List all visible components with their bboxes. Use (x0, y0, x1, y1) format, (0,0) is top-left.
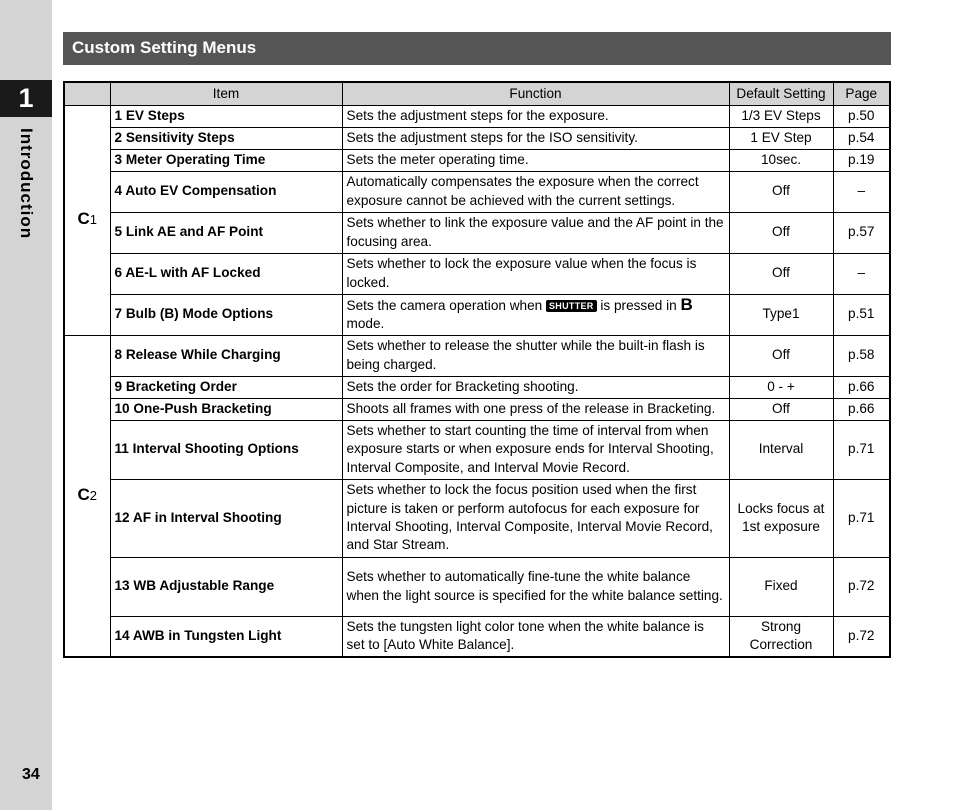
default-setting: Locks focus at 1st exposure (729, 479, 833, 557)
page-reference[interactable]: p.72 (833, 616, 890, 657)
table-row (64, 127, 890, 149)
table-row (64, 398, 890, 420)
function-description: Sets whether to link the exposure value and the AF point in the focusing area. (342, 212, 729, 253)
table-row (64, 294, 890, 335)
item-name: 1 EV Steps (110, 105, 342, 127)
item-name: 6 AE-L with AF Locked (110, 253, 342, 294)
default-setting: Off (729, 398, 833, 420)
function-description: Sets whether to release the shutter while the built-in flash is being charged. (342, 335, 729, 376)
function-description: Sets whether to start counting the time of interval from when exposure starts or when exposure ends for Interval Shooting, Interval Composite, and Interval Movie Record. (342, 420, 729, 479)
page-reference[interactable]: p.19 (833, 149, 890, 171)
table-row (64, 335, 890, 376)
item-name: 9 Bracketing Order (110, 376, 342, 398)
table-row (64, 376, 890, 398)
function-description (342, 294, 729, 335)
page-reference[interactable]: p.51 (833, 294, 890, 335)
default-setting: Off (729, 171, 833, 212)
table-row (64, 171, 890, 212)
custom-menu-number: 2 (89, 488, 97, 504)
default-setting: 0 - + (729, 376, 833, 398)
custom-menu-c1-label (64, 105, 110, 335)
table-row (64, 149, 890, 171)
function-description: Sets the meter operating time. (342, 149, 729, 171)
item-name: 10 One-Push Bracketing (110, 398, 342, 420)
custom-menu-number: 1 (89, 212, 97, 228)
chapter-label: Introduction (17, 128, 36, 240)
default-setting: 1 EV Step (729, 127, 833, 149)
item-name: 2 Sensitivity Steps (110, 127, 342, 149)
shutter-button-icon: SHUTTER (546, 300, 597, 312)
default-setting: Fixed (729, 557, 833, 616)
custom-settings-table (63, 81, 891, 658)
function-text: is pressed in (600, 297, 677, 313)
item-name: 4 Auto EV Compensation (110, 171, 342, 212)
function-text: mode. (346, 316, 385, 331)
page-reference[interactable]: p.58 (833, 335, 890, 376)
chapter-sidebar (0, 0, 52, 810)
default-setting: Interval (729, 420, 833, 479)
page-number: 34 (22, 766, 40, 783)
section-title: Custom Setting Menus (63, 32, 891, 65)
item-name: 7 Bulb (B) Mode Options (110, 294, 342, 335)
function-description: Shoots all frames with one press of the release in Bracketing. (342, 398, 729, 420)
default-setting: 10sec. (729, 149, 833, 171)
function-description: Sets the adjustment steps for the exposure. (342, 105, 729, 127)
default-setting: 1/3 EV Steps (729, 105, 833, 127)
default-setting: Type1 (729, 294, 833, 335)
item-name: 5 Link AE and AF Point (110, 212, 342, 253)
table-row (64, 616, 890, 657)
page-reference[interactable]: p.54 (833, 127, 890, 149)
group-column-header (64, 82, 110, 105)
page-reference: – (833, 253, 890, 294)
table-row (64, 253, 890, 294)
function-description: Sets whether to lock the focus position used when the first picture is taken or perform autofocus for each exposure for Interval Shooting, Interval Composite, Interval Movie Record, and Star Stream. (342, 479, 729, 557)
default-column-header: Default Setting (729, 82, 833, 105)
bulb-mode-icon: B (680, 294, 693, 314)
page-reference[interactable]: p.66 (833, 376, 890, 398)
item-name: 11 Interval Shooting Options (110, 420, 342, 479)
table-header-row (64, 82, 890, 105)
page-reference: – (833, 171, 890, 212)
page-reference[interactable]: p.71 (833, 420, 890, 479)
default-setting: Off (729, 253, 833, 294)
chapter-number: 1 (0, 80, 52, 117)
item-name: 3 Meter Operating Time (110, 149, 342, 171)
item-column-header: Item (110, 82, 342, 105)
table-row (64, 420, 890, 479)
table-row (64, 479, 890, 557)
table-row (64, 557, 890, 616)
item-name: 14 AWB in Tungsten Light (110, 616, 342, 657)
item-name: 13 WB Adjustable Range (110, 557, 342, 616)
function-column-header: Function (342, 82, 729, 105)
page-reference[interactable]: p.71 (833, 479, 890, 557)
function-description: Sets whether to automatically fine-tune the white balance when the light source is specified for the white balance setting. (342, 557, 729, 616)
custom-menu-icon: C (77, 485, 90, 505)
page-reference[interactable]: p.57 (833, 212, 890, 253)
default-setting: Off (729, 212, 833, 253)
function-description: Sets the adjustment steps for the ISO sensitivity. (342, 127, 729, 149)
default-setting: Off (729, 335, 833, 376)
custom-menu-icon: C (77, 209, 90, 229)
function-description: Sets the order for Bracketing shooting. (342, 376, 729, 398)
page-column-header: Page (833, 82, 890, 105)
function-description: Automatically compensates the exposure when the correct exposure cannot be achieved with the current settings. (342, 171, 729, 212)
default-setting: Strong Correction (729, 616, 833, 657)
page-reference[interactable]: p.50 (833, 105, 890, 127)
page-reference[interactable]: p.72 (833, 557, 890, 616)
item-name: 8 Release While Charging (110, 335, 342, 376)
item-name: 12 AF in Interval Shooting (110, 479, 342, 557)
function-text: Sets the camera operation when (346, 297, 543, 313)
function-description: Sets the tungsten light color tone when the white balance is set to [Auto White Balance]. (342, 616, 729, 657)
function-description: Sets whether to lock the exposure value when the focus is locked. (342, 253, 729, 294)
table-row (64, 212, 890, 253)
table-row (64, 105, 890, 127)
page-reference[interactable]: p.66 (833, 398, 890, 420)
custom-menu-c2-label (64, 335, 110, 657)
